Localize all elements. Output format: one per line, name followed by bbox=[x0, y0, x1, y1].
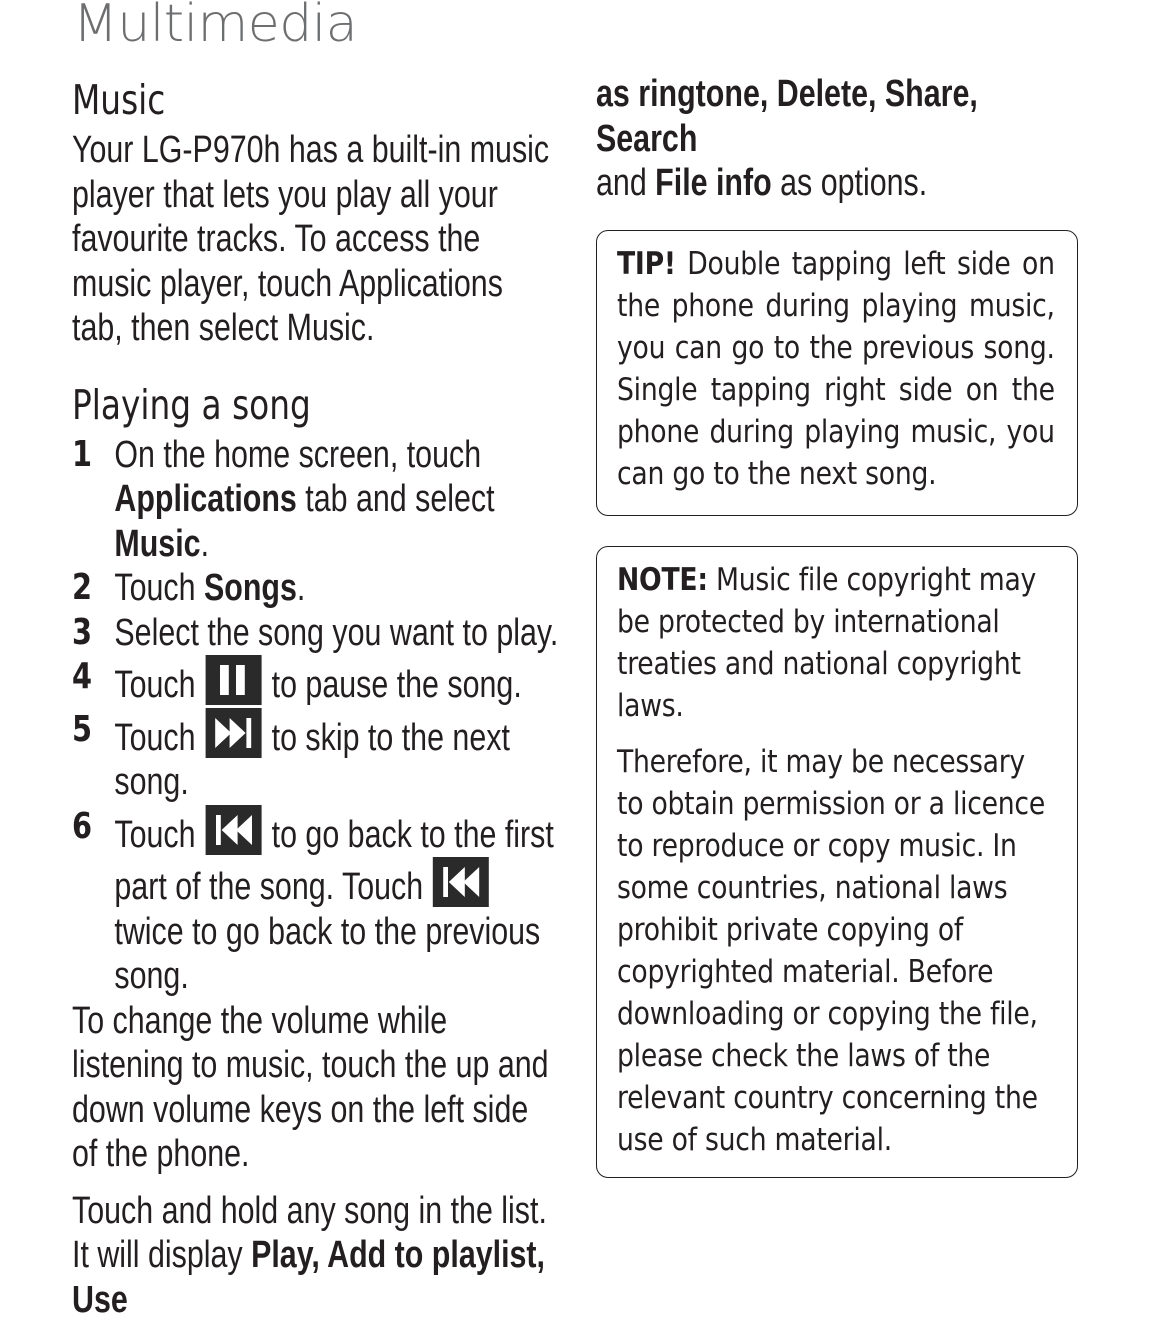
page-header: Multimedia bbox=[73, 0, 357, 54]
step-text: . bbox=[297, 567, 305, 609]
hold-text: as options. bbox=[772, 162, 927, 204]
music-intro: Your LG-P970h has a built-in music player that lets you play all your favourite tracks. To access the music player, touch Applications tab, then select Music. bbox=[72, 128, 562, 351]
step-text: twice to go back to the previous song. bbox=[114, 911, 540, 998]
rewind-icon bbox=[433, 857, 489, 907]
step-text: Touch bbox=[114, 814, 204, 856]
hold-text: Touch and hold any song in the list. It will display bbox=[72, 1190, 547, 1277]
tip-box bbox=[596, 230, 1078, 516]
options-bold-cont: as ringtone, Delete, Share, Search bbox=[596, 73, 978, 160]
tip-body: Double tapping left side on the phone during playing music, you can go to the previous song. Single tapping right side on the phone during playing music, you can go to the next song. bbox=[617, 246, 1055, 492]
step-text: Touch bbox=[114, 717, 204, 759]
note-label: NOTE: bbox=[617, 562, 708, 598]
left-column-text bbox=[72, 72, 562, 1322]
step-bold: Music bbox=[114, 523, 200, 565]
note-box bbox=[596, 546, 1078, 1178]
left-column bbox=[72, 70, 562, 1322]
pause-icon bbox=[206, 655, 262, 705]
volume-paragraph: To change the volume while listening to music, touch the up and down volume keys on the left side of the phone. bbox=[72, 999, 562, 1177]
steps-list bbox=[72, 433, 562, 999]
step-5 bbox=[72, 708, 562, 805]
file-info-bold: File info bbox=[655, 162, 772, 204]
step-text: Select the song you want to play. bbox=[114, 612, 558, 654]
step-text: Touch bbox=[114, 664, 204, 706]
music-heading: Music bbox=[72, 72, 562, 128]
rewind-icon bbox=[206, 805, 262, 855]
step-text: On the home screen, touch bbox=[114, 434, 481, 476]
hold-paragraph-start bbox=[72, 1189, 562, 1322]
step-2 bbox=[72, 566, 562, 611]
step-text: to go back to the first part of the song. Touch bbox=[114, 814, 553, 909]
step-bold: Songs bbox=[204, 567, 297, 609]
note-paragraph-2: Therefore, it may be necessary to obtain permission or a licence to reproduce or copy music. In some countries, national laws prohibit private copying of copyrighted material. Before downloading or copying the file, please check the laws of the relevant country concerning the use of such material. bbox=[617, 741, 1055, 1161]
step-text: . bbox=[201, 523, 209, 565]
hold-paragraph-end bbox=[596, 72, 1086, 206]
step-1 bbox=[72, 433, 562, 567]
right-column-text bbox=[596, 72, 1086, 206]
tip-label: TIP! bbox=[617, 246, 676, 282]
note-paragraph-1 bbox=[617, 559, 1055, 727]
step-number: 4 bbox=[72, 655, 92, 700]
step-4 bbox=[72, 655, 562, 708]
options-bold: Play, Add to playlist, Use bbox=[72, 1234, 545, 1321]
step-3 bbox=[72, 611, 562, 656]
step-6 bbox=[72, 805, 562, 999]
playing-heading: Playing a song bbox=[72, 377, 562, 433]
step-number: 5 bbox=[72, 708, 92, 753]
step-text: tab and select bbox=[297, 478, 495, 520]
fast-forward-icon bbox=[206, 708, 262, 758]
step-number: 1 bbox=[72, 433, 92, 478]
step-text: to pause the song. bbox=[263, 664, 522, 706]
tip-text bbox=[617, 243, 1055, 495]
step-number: 2 bbox=[72, 566, 92, 611]
note-text bbox=[617, 559, 1055, 1161]
right-column bbox=[596, 70, 1086, 1178]
step-text: Touch bbox=[114, 567, 204, 609]
step-number: 6 bbox=[72, 805, 92, 850]
hold-text: and bbox=[596, 162, 655, 204]
step-number: 3 bbox=[72, 611, 92, 656]
note-body: Music file copyright may be protected by international treaties and national copyright laws. bbox=[617, 562, 1036, 724]
step-text: to skip to the next song. bbox=[114, 717, 510, 804]
step-bold: Applications bbox=[114, 478, 296, 520]
